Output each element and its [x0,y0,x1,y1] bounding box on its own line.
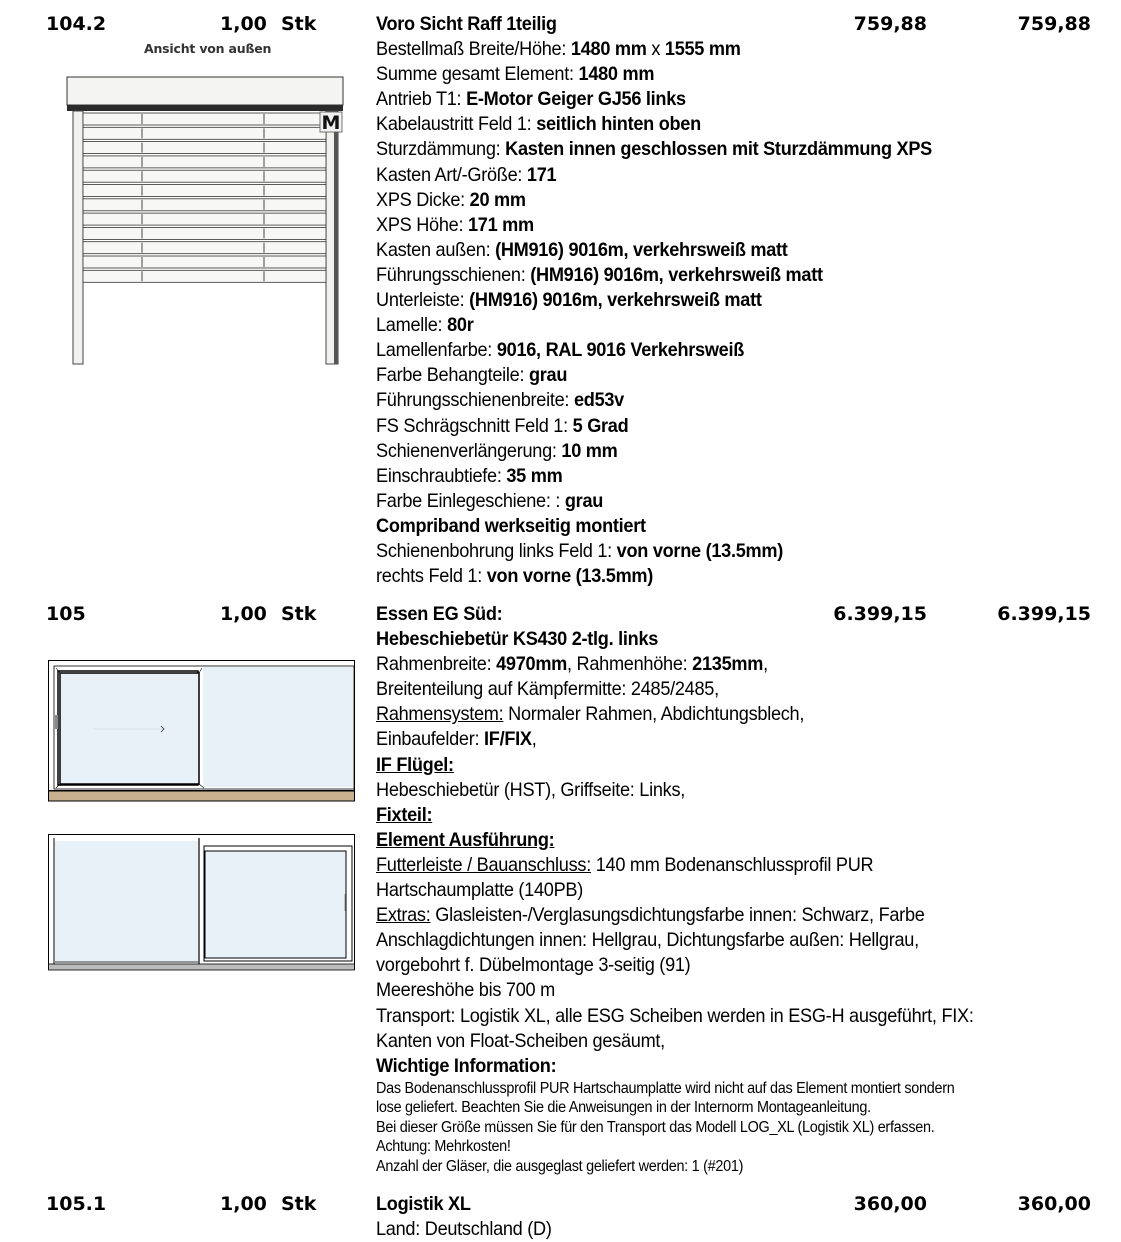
slat [83,156,326,168]
frame-dimensions: Rahmenbreite: 4970mm, Rahmenhöhe: 2135mm, [376,653,768,676]
spec-label: XPS Dicke: [376,188,470,211]
spec-label: Bestellmaß Breite/Höhe: [376,38,571,61]
spec-label: Führungsschienenbreite: [376,389,574,412]
total-price: 360,00 [1017,1193,1091,1215]
item-title: Essen EG Süd: [376,603,503,625]
shutter-box [67,77,343,105]
spec-line [376,37,1046,62]
info-line: Das Bodenanschlussprofil PUR Hartschaumplatte wird nicht auf das Element montiert sondern [376,1079,955,1097]
spec-label: Kasten Art/-Größe: [376,163,527,186]
spec-line [376,514,1046,539]
spec-label: Farbe Einlegeschiene: : [376,489,565,512]
unit-price: 6.399,15 [833,603,927,625]
spec-line [376,489,1046,514]
section-heading-element-ausfuehrung: Element Ausführung: [376,828,555,851]
extras: Extras: Glasleisten-/Verglasungsdichtungsfarbe innen: Schwarz, Farbe [376,904,925,927]
spec-value: 171 [526,163,557,186]
info-line: Bei dieser Größe müssen Sie für den Transport das Modell LOG_XL (Logistik XL) erfassen. [376,1118,935,1136]
spec-value: 1480 mm [570,38,647,61]
position-number: 105 [46,603,86,625]
spec-value: 1480 mm [578,63,655,86]
spec-label: Farbe Behangteile: [376,364,529,387]
spec-line [376,137,1046,162]
spec-value: (HM916) 9016m, verkehrsweiß matt [530,263,823,286]
info-line: Anzahl der Gläser, die ausgeglast geliefert werden: 1 (#201) [376,1157,744,1175]
section-heading-fixteil: Fixteil: [376,803,433,826]
spec-value: grau [528,364,568,387]
spec-line [376,163,1046,188]
spec-label: rechts Feld 1: [376,565,487,588]
spec-line [376,62,1046,87]
extras-line: Transport: Logistik XL, alle ESG Scheiben werden in ESG-H ausgeführt, FIX: [376,1004,974,1027]
spec-label: Einschraubtiefe: [376,464,507,487]
slat [83,213,326,225]
spec-line [376,87,1046,112]
door-drawing-outside [48,660,356,805]
floor-profile [49,964,355,970]
spec-value: 5 Grad [572,414,629,437]
spec-line [376,464,1046,489]
spec-separator: x [646,38,665,61]
spec-value: seitlich hinten oben [536,113,701,136]
total-price: 6.399,15 [997,603,1091,625]
item-title: Logistik XL [376,1193,471,1215]
slat [83,227,326,239]
slat [83,170,326,182]
spec-value: grau [564,489,604,512]
if-fluegel-text: Hebeschiebetür (HST), Griffseite: Links, [376,778,686,801]
spec-line [376,188,1046,213]
frame-system: Rahmensystem: Normaler Rahmen, Abdichtungsblech, [376,703,805,726]
sliding-glass [205,851,346,958]
extras-line: vorgebohrt f. Dübelmontage 3-seitig (91) [376,954,691,977]
raffstore-drawing [66,76,346,366]
door-drawing-inside [48,834,356,972]
spec-value: (HM916) 9016m, verkehrsweiß matt [495,238,788,261]
spec-value: 35 mm [506,464,563,487]
info-line: Achtung: Mehrkosten! [376,1138,511,1156]
section-heading-if-fluegel: IF Flügel: [376,753,454,776]
installation-fields: Einbaufelder: IF/FIX, [376,728,537,751]
motor-label: M [321,112,341,134]
spec-line [376,414,1046,439]
slats [83,113,326,282]
spec-value: von vorne (13.5mm) [616,539,783,562]
spec-value: 9016, RAL 9016 Verkehrsweiß [496,339,745,362]
unit-price: 360,00 [853,1193,927,1215]
spec-value: 171 mm [467,213,534,236]
spec-value: E-Motor Geiger GJ56 links [466,88,686,111]
spec-value: 1555 mm [664,38,741,61]
spec-label: FS Schrägschnitt Feld 1: [376,414,573,437]
spec-value: von vorne (13.5mm) [486,565,654,588]
slat [83,142,326,154]
spec-label: Führungsschienen: [376,263,531,286]
slat [83,270,326,282]
extras-line: Anschlagdichtungen innen: Hellgrau, Dichtungsfarbe außen: Hellgrau, [376,929,919,952]
spec-line [376,288,1046,313]
floor-profile [49,791,355,801]
fixed-glass [203,667,353,787]
slat [83,242,326,254]
position-description [376,1192,1046,1242]
spec-label: Lamelle: [376,314,448,337]
spec-label: Unterleiste: [376,289,470,312]
spec-label: Summe gesamt Element: [376,63,579,86]
slat [83,256,326,268]
position-description [376,602,1046,1176]
position-quantity: 1,00 [220,603,267,625]
slat [83,185,326,197]
spec-label: Antrieb T1: [376,88,467,111]
position-unit: Stk [281,1193,317,1215]
spec-value: Kasten innen geschlossen mit Sturzdämmung XPS [505,138,932,161]
spec-line [376,112,1046,137]
spec-label: Kasten außen: [376,238,496,261]
country-line: Land: Deutschland (D) [376,1218,552,1241]
spec-line [376,564,1046,589]
spec-label: XPS Höhe: [376,213,468,236]
extras-line: Meereshöhe bis 700 m [376,979,555,1002]
position-number: 104.2 [46,13,107,35]
futterleiste: Futterleiste / Bauanschluss: 140 mm Bodenanschlussprofil PUR [376,853,874,876]
spec-label: Sturzdämmung: [376,138,506,161]
position-quantity: 1,00 [220,1193,267,1215]
shutter-box-shadow [67,105,343,111]
spec-label: Schienenverlängerung: [376,439,562,462]
spec-value: (HM916) 9016m, verkehrsweiß matt [469,289,762,312]
unit-price: 759,88 [853,13,927,35]
item-subtitle: Hebeschiebetür KS430 2-tlg. links [376,628,659,651]
spec-line [376,313,1046,338]
spec-line [376,213,1046,238]
position-unit: Stk [281,603,317,625]
extras-line: Kanten von Float-Scheiben gesäumt, [376,1029,665,1052]
width-division: Breitenteilung auf Kämpfermitte: 2485/2485, [376,678,719,701]
spec-value: 20 mm [469,188,526,211]
slat [83,199,326,211]
position-description [376,12,1046,589]
total-price: 759,88 [1017,13,1091,35]
info-line: lose geliefert. Beachten Sie die Anweisungen in der Internorm Montageanleitung. [376,1099,871,1117]
guide-rail-left [73,111,83,364]
spec-line [376,539,1046,564]
spec-line [376,388,1046,413]
spec-line [376,238,1046,263]
spec-line [376,439,1046,464]
position-unit: Stk [281,13,317,35]
handle-icon [55,715,58,729]
position-number: 105.1 [46,1193,107,1215]
spec-line [376,263,1046,288]
futterleiste-cont: Hartschaumplatte (140PB) [376,879,583,902]
spec-line [376,363,1046,388]
guide-rail-right-shade [334,116,338,364]
spec-value: 10 mm [561,439,618,462]
drawing-caption: Ansicht von außen [144,41,272,56]
spec-label: Kabelaustritt Feld 1: [376,113,537,136]
spec-label: Schienenbohrung links Feld 1: [376,539,617,562]
slat [83,113,326,125]
spec-value: 80r [447,314,474,337]
position-quantity: 1,00 [220,13,267,35]
spec-line [376,338,1046,363]
item-title: Voro Sicht Raff 1teilig [376,13,557,35]
info-heading: Wichtige Information: [376,1054,557,1077]
spec-label: Lamellenfarbe: [376,339,497,362]
fixed-glass [55,841,198,963]
spec-value: ed53v [573,389,624,412]
spec-value: Compriband werkseitig montiert [376,514,646,537]
slat [83,127,326,139]
